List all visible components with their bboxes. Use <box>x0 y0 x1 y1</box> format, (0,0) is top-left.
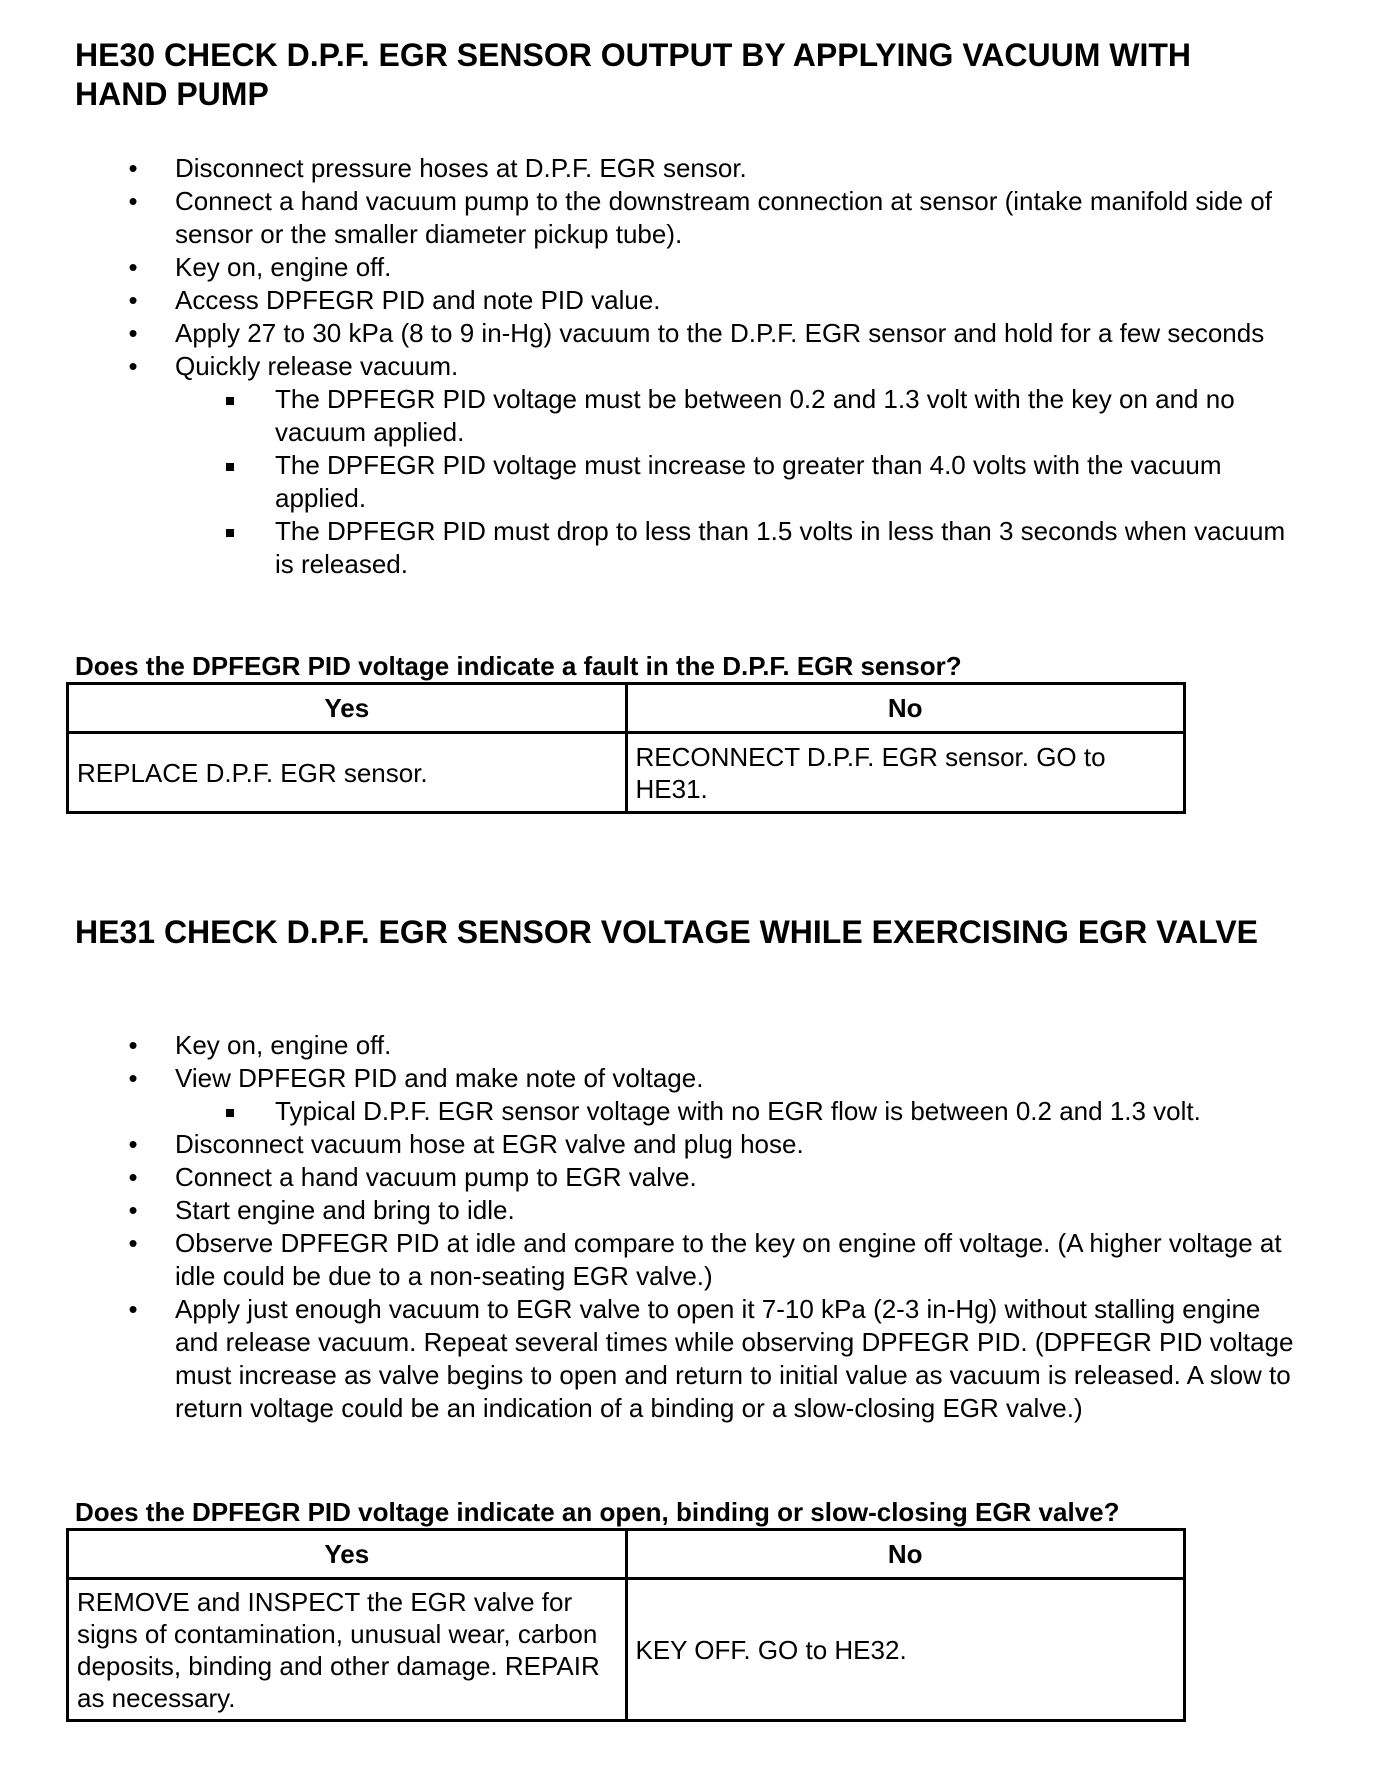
he30-section <box>75 36 1305 114</box>
he31-section <box>75 913 1305 952</box>
bullet-icon: • <box>128 186 138 216</box>
list-item: • Apply just enough vacuum to EGR valve to open it 7-10 kPa (2-3 in-Hg) without stalling engine and release vacuum. Repeat several times while observing DPFEGR PID. (DPFEGR PID voltage must increase as valve begins to open and return to initial value as vacuum is released. A slow to return voltage could be an indication of a binding or a slow-closing EGR valve.) <box>75 1293 1305 1425</box>
list-item: • Disconnect vacuum hose at EGR valve and plug hose. <box>75 1128 1305 1161</box>
he30-decision <box>75 650 1305 814</box>
list-item: • Connect a hand vacuum pump to the downstream connection at sensor (intake manifold side of sensor or the smaller diameter pickup tube). <box>75 185 1305 251</box>
yes-header: Yes <box>68 684 627 733</box>
list-item: • Disconnect pressure hoses at D.P.F. EGR sensor. <box>75 152 1305 185</box>
he30-question: Does the DPFEGR PID voltage indicate a fault in the D.P.F. EGR sensor? <box>75 651 962 681</box>
bullet-icon: • <box>128 351 138 381</box>
list-item: • Apply 27 to 30 kPa (8 to 9 in-Hg) vacuum to the D.P.F. EGR sensor and hold for a few seconds <box>75 317 1305 350</box>
square-bullet-icon <box>226 463 234 471</box>
list-item: • Key on, engine off. <box>75 1029 1305 1062</box>
bullet-icon: • <box>128 318 138 348</box>
bullet-icon: • <box>128 1228 138 1258</box>
yes-action: REMOVE and INSPECT the EGR valve for signs of contamination, unusual wear, carbon deposits, binding and other damage. REPAIR as necessary. <box>68 1579 627 1721</box>
he31-title: HE31 CHECK D.P.F. EGR SENSOR VOLTAGE WHILE EXERCISING EGR VALVE <box>75 914 1258 950</box>
bullet-icon: • <box>128 1162 138 1192</box>
bullet-icon: • <box>128 1063 138 1093</box>
sub-list-item: The DPFEGR PID must drop to less than 1.5 volts in less than 3 seconds when vacuum is released. <box>175 515 1305 581</box>
bullet-icon: • <box>128 1129 138 1159</box>
he30-steps <box>75 152 1305 581</box>
list-item: • View DPFEGR PID and make note of voltage. Typical D.P.F. EGR sensor voltage with no EGR flow is between 0.2 and 1.3 volt. <box>75 1062 1305 1128</box>
square-bullet-icon <box>226 529 234 537</box>
sub-list-item: Typical D.P.F. EGR sensor voltage with no EGR flow is between 0.2 and 1.3 volt. <box>175 1095 1305 1128</box>
no-action: KEY OFF. GO to HE32. <box>626 1579 1185 1721</box>
he30-title: HE30 CHECK D.P.F. EGR SENSOR OUTPUT BY APPLYING VACUUM WITH HAND PUMP <box>75 37 1192 112</box>
he31-question: Does the DPFEGR PID voltage indicate an open, binding or slow-closing EGR valve? <box>75 1497 1120 1527</box>
bullet-icon: • <box>128 1030 138 1060</box>
no-header: No <box>626 684 1185 733</box>
square-bullet-icon <box>226 1109 234 1117</box>
he31-steps <box>75 1029 1305 1425</box>
bullet-icon: • <box>128 285 138 315</box>
list-item: • Access DPFEGR PID and note PID value. <box>75 284 1305 317</box>
yes-action: REPLACE D.P.F. EGR sensor. <box>68 733 627 813</box>
bullet-icon: • <box>128 252 138 282</box>
bullet-icon: • <box>128 1294 138 1324</box>
list-item: • Observe DPFEGR PID at idle and compare to the key on engine off voltage. (A higher voltage at idle could be due to a non-seating EGR valve.) <box>75 1227 1305 1293</box>
yes-header: Yes <box>68 1530 627 1579</box>
he31-decision-table <box>66 1528 1186 1722</box>
he30-decision-table <box>66 682 1186 814</box>
square-bullet-icon <box>226 397 234 405</box>
list-item: • Connect a hand vacuum pump to EGR valve. <box>75 1161 1305 1194</box>
he31-decision <box>75 1496 1305 1722</box>
sub-list-item: The DPFEGR PID voltage must be between 0.2 and 1.3 volt with the key on and no vacuum applied. <box>175 383 1305 449</box>
bullet-icon: • <box>128 1195 138 1225</box>
bullet-icon: • <box>128 153 138 183</box>
list-item: • Key on, engine off. <box>75 251 1305 284</box>
sub-list-item: The DPFEGR PID voltage must increase to greater than 4.0 volts with the vacuum applied. <box>175 449 1305 515</box>
no-header: No <box>626 1530 1185 1579</box>
list-item: • Start engine and bring to idle. <box>75 1194 1305 1227</box>
list-item: • Quickly release vacuum. The DPFEGR PID voltage must be between 0.2 and 1.3 volt with the key on and no vacuum applied. The DPFEGR PID voltage must increase to greater than 4.0 volts with the vacuum applied. The DPFEGR PID must drop to less than 1.5 volts in less than 3 seconds when vacuum is released. <box>75 350 1305 581</box>
no-action: RECONNECT D.P.F. EGR sensor. GO to HE31. <box>626 733 1185 813</box>
